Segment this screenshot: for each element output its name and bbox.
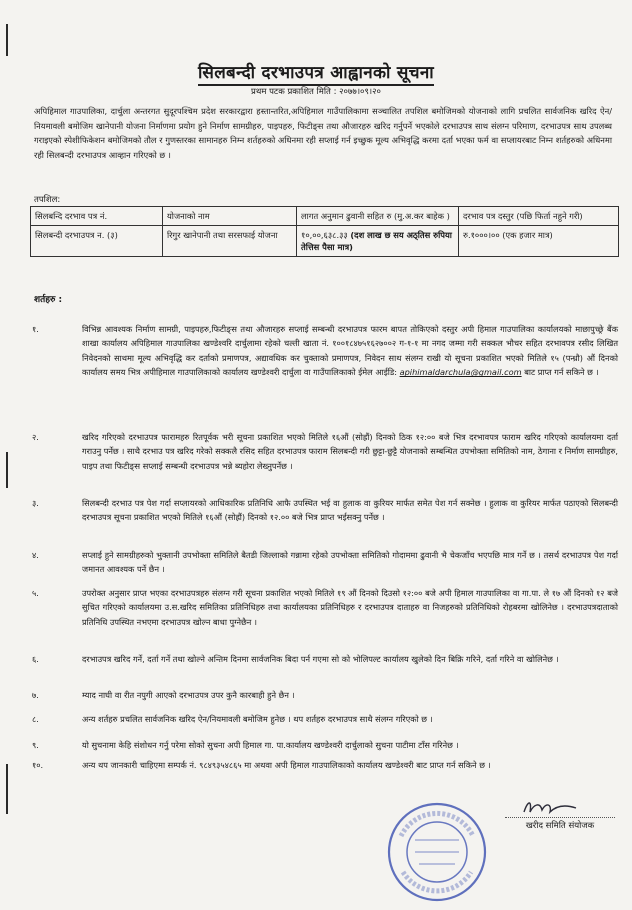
condition-text: सिलबन्दी दरभाउ पत्र पेश गर्दा सप्लायरको आधिकारिक प्रतिनिधि आफै उपस्थित भई वा हुलाक वा कुरियर मार्फत समेत पेश गर्न सक्नेछ । हुलाक वा कुरियर मार्फत पठाएको सिलबन्दी दरभाउपत्र सूचना प्रकाशित भएको मितिले १६औं (सोह्रौं) दिनको १२.०० बजे भित्र प्राप्त भईसक्नु पर्नेछ । bbox=[82, 498, 618, 523]
condition-text: सप्लाई हुने सामग्रीहरुको भुक्तानी उपभोक्ता समितिले बैतडी जिल्लाको गन्नामा रहेको उपभोक्ता समितिको गोदाममा ढुवानी भै चेकजाँच भएपछि मात्र गर्ने छ । तसर्थ दरभाउपत्र पेश गर्दा जमानत आवश्यक पर्ने छैन । bbox=[82, 550, 618, 575]
cell-project-name: रिगुर खानेपानी तथा सरसफाई योजना bbox=[163, 226, 297, 257]
condition-number: ९. bbox=[32, 740, 39, 750]
condition-number: २. bbox=[32, 432, 39, 442]
signature bbox=[520, 796, 580, 818]
signature-line bbox=[505, 817, 615, 818]
cost-in-words: (दश लाख छ सय अठ्तिस रुपिया तेत्तिस पैसा मात्र) bbox=[301, 230, 452, 252]
condition-item bbox=[30, 322, 618, 380]
condition-number: १०. bbox=[32, 760, 44, 770]
condition-text: खरिद गरिएको दरभाउपत्र फारामहरु रितपूर्वक भरी सूचना प्रकाशित भएको मितिले १६औं (सोह्रौं) दिनको ठिक १२:०० बजे भित्र दरभावपत्र फाराम खरिद गरिएको कार्यालयमा दर्ता गराउनु पर्नेछ । साथै दरभाउ पत्र खरिद गरेको सक्कलै रसिद सहित दरभाउपत्र फाराम सिलबन्दी गरी छुट्टा-छुट्टै योजनाको सम्बन्धित उपभोक्ता समितिको नाम, ठेगाना र निर्माण सामग्रीहरु, पाइप तथा फिटीङ्स सप्लाई सम्बन्धी दरभाउपत्र भन्ने ब्यहोरा लेख्नुपर्नेछ । bbox=[82, 432, 618, 471]
condition-item bbox=[30, 496, 618, 525]
condition-text: दरभाउपत्र खरिद गर्ने, दर्ता गर्ने तथा खोल्ने अन्तिम दिनमा सार्वजनिक बिदा पर्न गएमा सो को भोलिपल्ट कार्यालय खुलेको दिन बिक्रि गरिने, दर्ता गरिने वा खोलिनेछ । bbox=[82, 654, 559, 664]
email-link[interactable]: apihimaldarchula@gmail.com bbox=[399, 367, 522, 378]
condition-number: ४. bbox=[32, 550, 39, 560]
condition-number: ३. bbox=[32, 498, 39, 508]
tender-table bbox=[30, 206, 619, 257]
condition-number: ८. bbox=[32, 714, 39, 724]
notice-title: सिलबन्दी दरभाउपत्र आह्वानको सूचना bbox=[0, 60, 632, 83]
list-label: तपशिल: bbox=[34, 195, 61, 205]
condition-item bbox=[30, 430, 618, 473]
conditions-heading: शर्तहरु : bbox=[34, 295, 63, 305]
cost-amount: १०,००,६३८.३३ bbox=[301, 230, 348, 240]
condition-text: अन्य शर्तहरु प्रचलित सार्वजनिक खरिद ऐन/नियमावली बमोजिम हुनेछ । थप शर्तहरु दरभाउपत्र साथै संलग्न गरिएको छ । bbox=[82, 714, 433, 724]
condition-item bbox=[30, 738, 618, 752]
condition-number: ७. bbox=[32, 690, 39, 700]
margin-mark bbox=[6, 452, 8, 488]
condition-number: ५. bbox=[32, 588, 39, 598]
header-cost-estimate: लागत अनुमान ढुवानी सहित रु (मु.अ.कर बाहेक ) bbox=[297, 207, 459, 226]
publication-date: प्रथम पटक प्रकाशित मिति : २०७७।०९।२० bbox=[251, 87, 381, 97]
intro-paragraph: अपिहिमाल गाउपालिका, दार्चुला अन्तरगत सुदूरपश्चिम प्रदेश सरकारद्वारा हस्तान्तरित,अपिहिमाल गाउँपालिकामा सञ्चालित तपशिल बमोजिमको योजनाको लागि प्रचलित सार्वजनिक खरिद ऐन/नियमावली बमोजिम खानेपानी योजना निर्माणमा प्रयोग हुने निर्माण सामग्रीहरु, पाइपहरु, फिटीङ्स तथा औजारहरु खरिद गर्नुपर्ने भएकोले दरभाउपत्र साथ संलग्न परिमाण, दरभाउपत्र साथ उपलब्ध गराइएको स्पेशीफिकेशन बमोजिमको तौल र गुणस्तरका सामानहरु निम्न शर्तहरुको अधिनमा रही सप्लाई गर्न इच्छुक मूल्य अभिवृद्धि करमा दर्ता भएका फर्म वा सप्लायरबाट निम्न शर्तहरुको अधिनमा रही सिलबन्दी दरभाउपत्र आव्हान गरिएको छ । bbox=[34, 106, 612, 160]
condition-text: म्याद नाघी वा रीत नपुगी आएको दरभाउपत्र उपर कुनै कारबाही हुने छैन । bbox=[82, 690, 295, 700]
condition-item bbox=[30, 652, 618, 666]
table-header-row bbox=[31, 207, 619, 226]
header-project-name: योजनाको नाम bbox=[163, 207, 297, 226]
condition-number: ६. bbox=[32, 654, 39, 664]
margin-mark bbox=[6, 24, 8, 56]
condition-text: उपरोक्त अनुसार प्राप्त भएका दरभाउपत्रहरु संलग्न गरी सूचना प्रकाशित भएको मितिले १९ औं दिनको दिउसो १२:०० बजे अपी हिमाल गाउपालिका वा गा.पा. ले १७ औं दिनको १२ बजे सुचित गरिएको कार्यालयमा उ.स.खरिद समितिका प्रतिनिधिहरु तथा कार्यालयका प्रतिनिधिहरु र दरभाउपत्र दाताहरु वा निजहरुको प्रतिनिधिको रोहबरमा खोलिनेछ । दरभाउपत्रदाताको प्रतिनिधि उपस्थित नभएमा दरभाउपत्र खोल्न बाधा पुग्नेछैन । bbox=[82, 588, 618, 627]
condition-text: विभिन्न आवश्यक निर्माण सामग्री, पाइपहरु,फिटीङ्स तथा औजारहरु सप्लाई सम्बन्धी दरभाउपत्र फारम बापत तोकिएको दस्तुर अपी हिमाल गाउपालिका कार्यालयको माछापुच्छ्रे बैंक शाखा कार्यालय अपिहिमाल गाउपालिका खण्डेश्वरि दार्चुलामा रहेको चल्ती खाता नं. १००१८४७५१६२७००२ ग-१-१ मा नगद जम्मा गरी सक्कल भौचर सहित दरभावपत्र रसीद लिखित निवेदनको साथमा मूल्य अभिवृद्धि कर दर्ताको प्रमाणपत्र, अद्यावधिक कर चुक्ताको प्रमाणपत्र, निवेदन साथ संलग्न राखी यो सूचना प्रकाशित भएको मितिले १५ (पन्ध्रौ) औं दिनको कार्यालय समय भित्र अपीहिमाल गाउपालिकाको कार्यालय खण्डेश्वरी दार्चुला वा गाउँपालिकाको ईमेल आईडि: apihimaldarchula@gmail.com बाट प्राप्त गर्न सकिने छ । bbox=[82, 324, 618, 378]
condition-number: १. bbox=[32, 324, 39, 334]
header-tender-fee: दरभाव पत्र दस्तुर (पछि फिर्ता नहुने गरी) bbox=[459, 207, 619, 226]
signatory-title: खरीद समिति संयोजक bbox=[525, 821, 595, 831]
condition-text: अन्य थप जानकारी चाहिएमा सम्पर्क नं. ९८४९३५४८६५ मा अथवा अपी हिमाल गाउपालिकाको कार्यालय खण्डेश्वरी बाट प्राप्त गर्न सकिने छ । bbox=[82, 760, 491, 770]
table-row bbox=[31, 226, 619, 257]
condition-text: यो सुचनामा केहि संशोधन गर्नु परेमा सोको सुचना अपी हिमाल गा. पा.कार्यालय खण्डेश्वरी दार्चुलाको सुचना पाटीमा टाँस गरिनेछ । bbox=[82, 740, 459, 750]
margin-mark bbox=[6, 764, 8, 814]
condition-item bbox=[30, 712, 618, 726]
condition-item bbox=[30, 688, 618, 702]
cell-tender-fee: रु.१०००।०० (एक हजार मात्र) bbox=[459, 226, 619, 257]
header-tender-number: सिलबन्दि दरभाव पत्र नं. bbox=[31, 207, 163, 226]
condition-item bbox=[30, 758, 618, 772]
office-stamp bbox=[385, 800, 489, 904]
cell-cost-estimate bbox=[297, 226, 459, 257]
condition-item bbox=[30, 548, 618, 577]
cell-tender-number: सिलबन्दी दरभाउपत्र न. (३) bbox=[31, 226, 163, 257]
condition-item bbox=[30, 586, 618, 629]
